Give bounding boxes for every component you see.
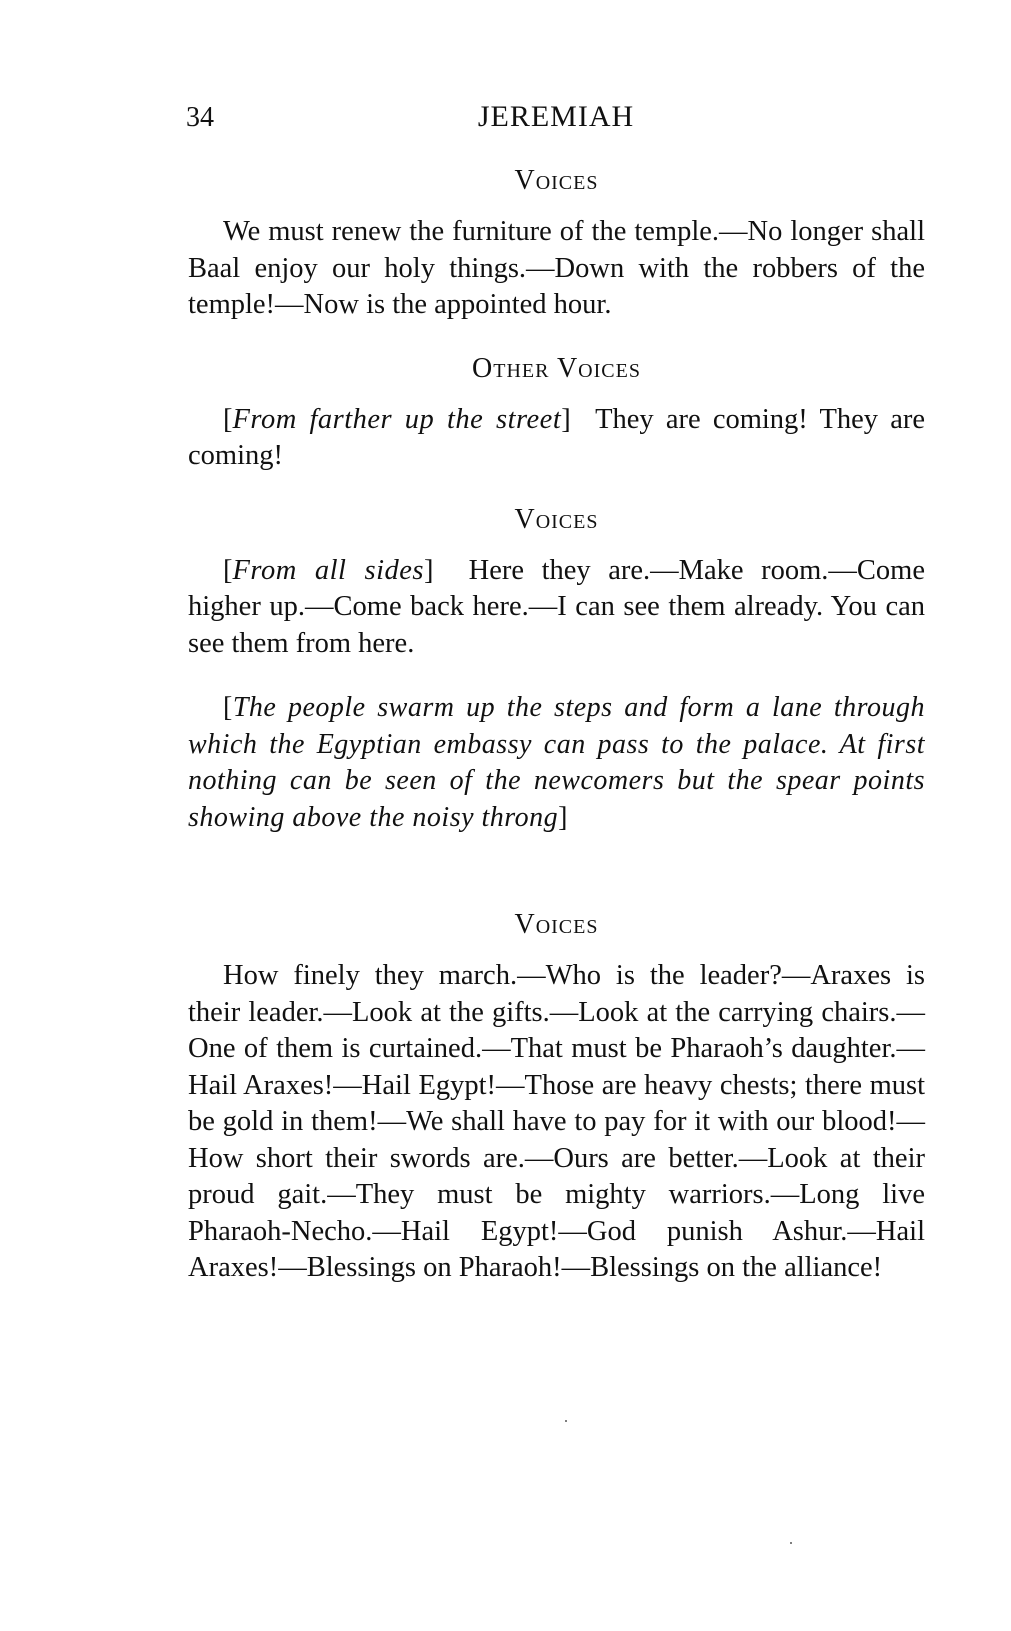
print-speck [790, 1542, 792, 1544]
inline-stage-direction: From all sides [232, 554, 425, 586]
speech-text: Here they are.—Make room.—Come higher up.—Come back here.—I can see them already. You can see them from here. [188, 554, 925, 659]
speech-text: We must renew the furniture of the temple.—No longer shall Baal enjoy our holy things.—Down with the robbers of the temple!—Now is the appointed hour. [188, 216, 925, 320]
stage-direction: [The people swarm up the steps and form a lane through which the Egyptian embassy can pass to the palace. At first nothing can be seen of the newcomers but the spear points showing above the noisy throng] [188, 692, 925, 833]
print-speck [565, 1420, 567, 1422]
speaker-heading: Voices [514, 503, 599, 535]
stage-direction-text: The people swarm up the steps and form a lane through which the Egyptian embassy can pass to the palace. At first nothing can be seen of the newcomers but the spear points showing above the noisy throng [188, 692, 925, 833]
running-head [186, 100, 926, 140]
page-number: 34 [186, 102, 214, 133]
speech-paragraph: [From all sides] Here they are.—Make room.—Come higher up.—Come back here.—I can see them already. You can see them from here. [188, 554, 925, 659]
speech-text: They are coming! They are coming! [188, 403, 925, 471]
play-text [188, 164, 925, 1315]
speech-paragraph [188, 214, 925, 324]
speech-paragraph [188, 958, 925, 1287]
inline-stage-direction: From farther up the street [232, 403, 562, 435]
speech-text: How finely they march.—Who is the leader?—Araxes is their leader.—Look at the gifts.—Look at the carrying chairs.—One of them is curtained.—That must be Pharaoh’s daughter.—Hail Araxes!—Hail Egypt!—Those are heavy chests; there must be gold in them!—We shall have to pay for it with our blood!—How short their swords are.—Ours are better.—Look at their proud gait.—They must be mighty warriors.—Long live Pharaoh-Necho.—Hail Egypt!—God punish Ashur.—Hail Araxes!—Blessings on Pharaoh!—Blessings on the alliance! [188, 960, 925, 1283]
book-title: JEREMIAH [477, 100, 635, 133]
speaker-heading: Voices [514, 909, 599, 940]
speaker-heading: Voices [514, 165, 599, 196]
speech-paragraph: [From farther up the street] They are coming! They are coming! [188, 403, 925, 471]
speaker-heading: Other Voices [472, 352, 641, 384]
